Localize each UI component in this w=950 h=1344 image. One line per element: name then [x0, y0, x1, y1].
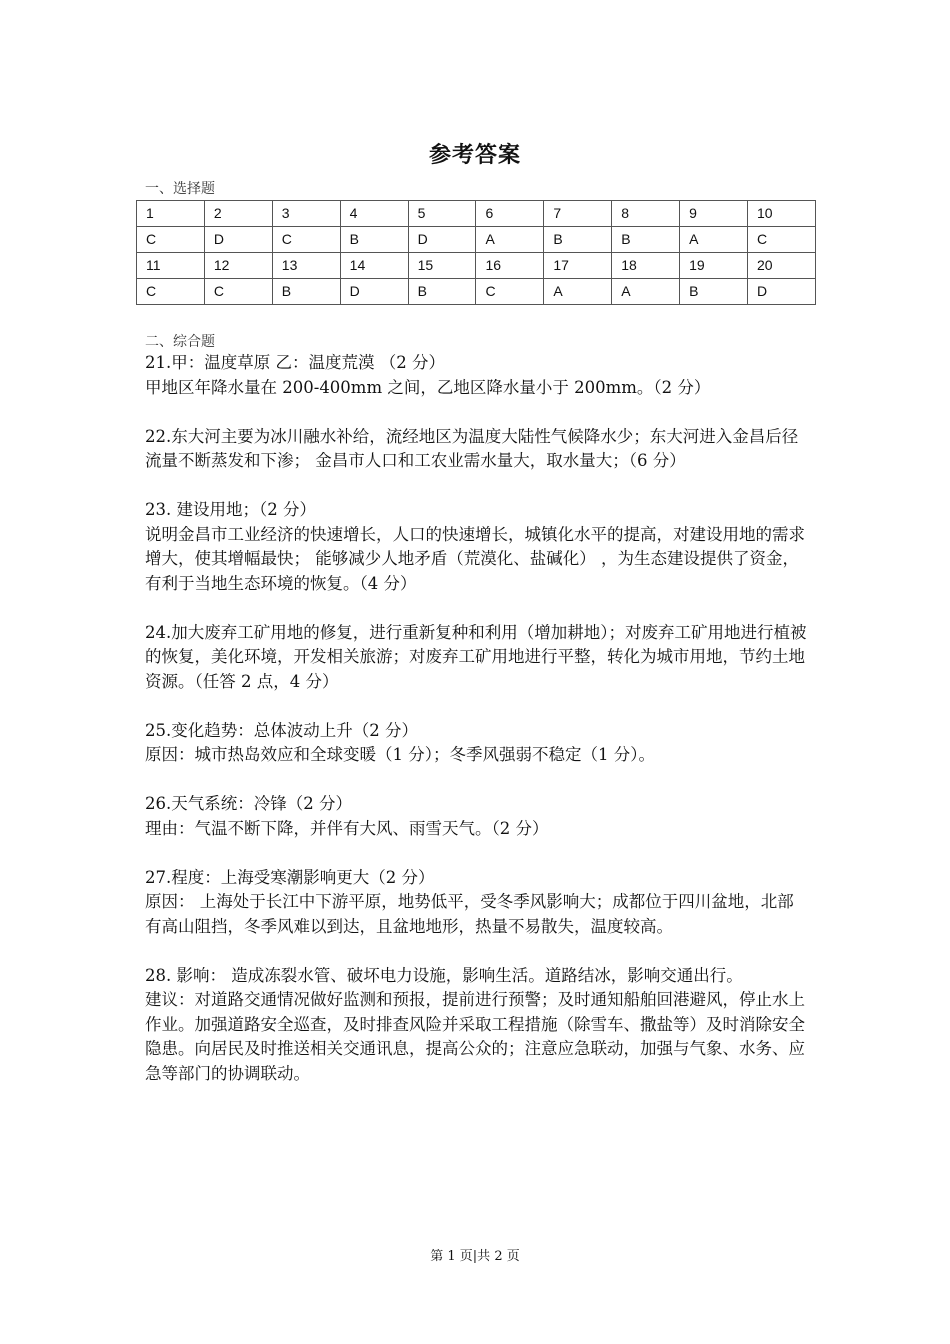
answer-block: [145, 425, 810, 474]
comprehensive-answers: [145, 351, 810, 1111]
table-cell: 16: [476, 253, 544, 279]
table-cell: C: [137, 279, 205, 305]
answer-line: 22.东大河主要为冰川融水补给，流经地区为温度大陆性气候降水少；东大河进入金昌后径流量不断蒸发和下渗； 金昌市人口和工农业需水量大，取水量大；（6 分）: [145, 426, 799, 470]
table-cell: A: [544, 279, 612, 305]
answer-line: 24.加大废弃工矿用地的修复，进行重新复种和利用（增加耕地）；对废弃工矿用地进行植被的恢复，美化环境，开发相关旅游；对废弃工矿用地进行平整，转化为城市用地，节约土地资源。（任答 2 点，4 分）: [145, 622, 807, 691]
page-title: 参考答案: [428, 142, 521, 168]
table-cell: D: [340, 279, 408, 305]
answer-line: 23. 建设用地；（2 分）: [145, 500, 316, 519]
table-row: [137, 201, 816, 227]
table-cell: 14: [340, 253, 408, 279]
answer-table: [136, 200, 816, 305]
page-footer: 第 1 页|共 2 页: [430, 1249, 520, 1264]
table-cell: D: [204, 227, 272, 253]
table-cell: 20: [748, 253, 816, 279]
table-cell: B: [340, 227, 408, 253]
table-cell: B: [612, 227, 680, 253]
answer-line: 25.变化趋势：总体波动上升（2 分）: [145, 720, 418, 740]
table-cell: 3: [272, 201, 340, 227]
table-cell: A: [680, 227, 748, 253]
answer-block: [145, 866, 810, 940]
table-cell: C: [204, 279, 272, 305]
answer-block: [145, 964, 810, 1087]
table-row: [137, 227, 816, 253]
table-cell: 10: [748, 201, 816, 227]
answer-line: 建议：对道路交通情况做好监测和预报，提前进行预警；及时通知船舶回港避风，停止水上作业。加强道路安全巡查，及时排查风险并采取工程措施（除雪车、撒盐等）及时消除安全隐患。向居民及时推送相关交通讯息，提高公众的；注意应急联动，加强与气象、水务、应急等部门的协调联动。: [145, 990, 805, 1083]
table-row: [137, 253, 816, 279]
table-cell: 7: [544, 201, 612, 227]
table-cell: 5: [408, 201, 476, 227]
answer-line: 原因：城市热岛效应和全球变暖（1 分）；冬季风强弱不稳定（1 分）。: [145, 745, 655, 764]
table-cell: C: [272, 227, 340, 253]
table-cell: B: [680, 279, 748, 305]
table-cell: C: [137, 227, 205, 253]
table-cell: A: [612, 279, 680, 305]
table-cell: B: [544, 227, 612, 253]
table-cell: 6: [476, 201, 544, 227]
answer-line: 26.天气系统：冷锋（2 分）: [145, 794, 352, 813]
table-cell: D: [408, 227, 476, 253]
table-cell: C: [748, 227, 816, 253]
table-cell: 4: [340, 201, 408, 227]
table-cell: A: [476, 227, 544, 253]
table-cell: 9: [680, 201, 748, 227]
table-cell: B: [408, 279, 476, 305]
answer-line: 27.程度：上海受寒潮影响更大（2 分）: [145, 867, 435, 887]
answer-block: [145, 351, 810, 400]
section-heading-comprehensive: 二、综合题: [145, 334, 215, 350]
answer-line: 甲地区年降水量在 200-400mm 之间，乙地区降水量小于 200mm。（2 分）: [145, 377, 711, 397]
answer-line: 21.甲：温度草原 乙：温度荒漠 （2 分）: [145, 353, 445, 372]
table-cell: 15: [408, 253, 476, 279]
table-cell: 18: [612, 253, 680, 279]
table-cell: 19: [680, 253, 748, 279]
answer-block: [145, 498, 810, 596]
table-cell: D: [748, 279, 816, 305]
answer-line: 说明金昌市工业经济的快速增长，人口的快速增长，城镇化水平的提高，对建设用地的需求增大，使其增幅最快； 能够减少人地矛盾（荒漠化、盐碱化） ，为生态建设提供了资金，有利于当地生态环境的恢复。（4 分）: [145, 524, 805, 593]
table-cell: 11: [137, 253, 205, 279]
answer-block: [145, 792, 810, 841]
answer-line: 原因： 上海处于长江中下游平原，地势低平，受冬季风影响大；成都位于四川盆地，北部有高山阻挡，冬季风难以到达，且盆地地形，热量不易散失，温度较高。: [145, 892, 794, 936]
table-cell: 17: [544, 253, 612, 279]
table-cell: 2: [204, 201, 272, 227]
answer-line: 28. 影响： 造成冻裂水管、破坏电力设施，影响生活。道路结冰，影响交通出行。: [145, 965, 743, 985]
section-heading-multiple-choice: 一、选择题: [145, 181, 215, 197]
table-cell: C: [476, 279, 544, 305]
table-cell: 8: [612, 201, 680, 227]
table-cell: 13: [272, 253, 340, 279]
table-cell: 1: [137, 201, 205, 227]
answer-block: [145, 621, 810, 695]
table-cell: 12: [204, 253, 272, 279]
table-cell: B: [272, 279, 340, 305]
table-row: [137, 279, 816, 305]
answer-block: [145, 719, 810, 768]
answer-line: 理由：气温不断下降，并伴有大风、雨雪天气。（2 分）: [145, 818, 549, 838]
